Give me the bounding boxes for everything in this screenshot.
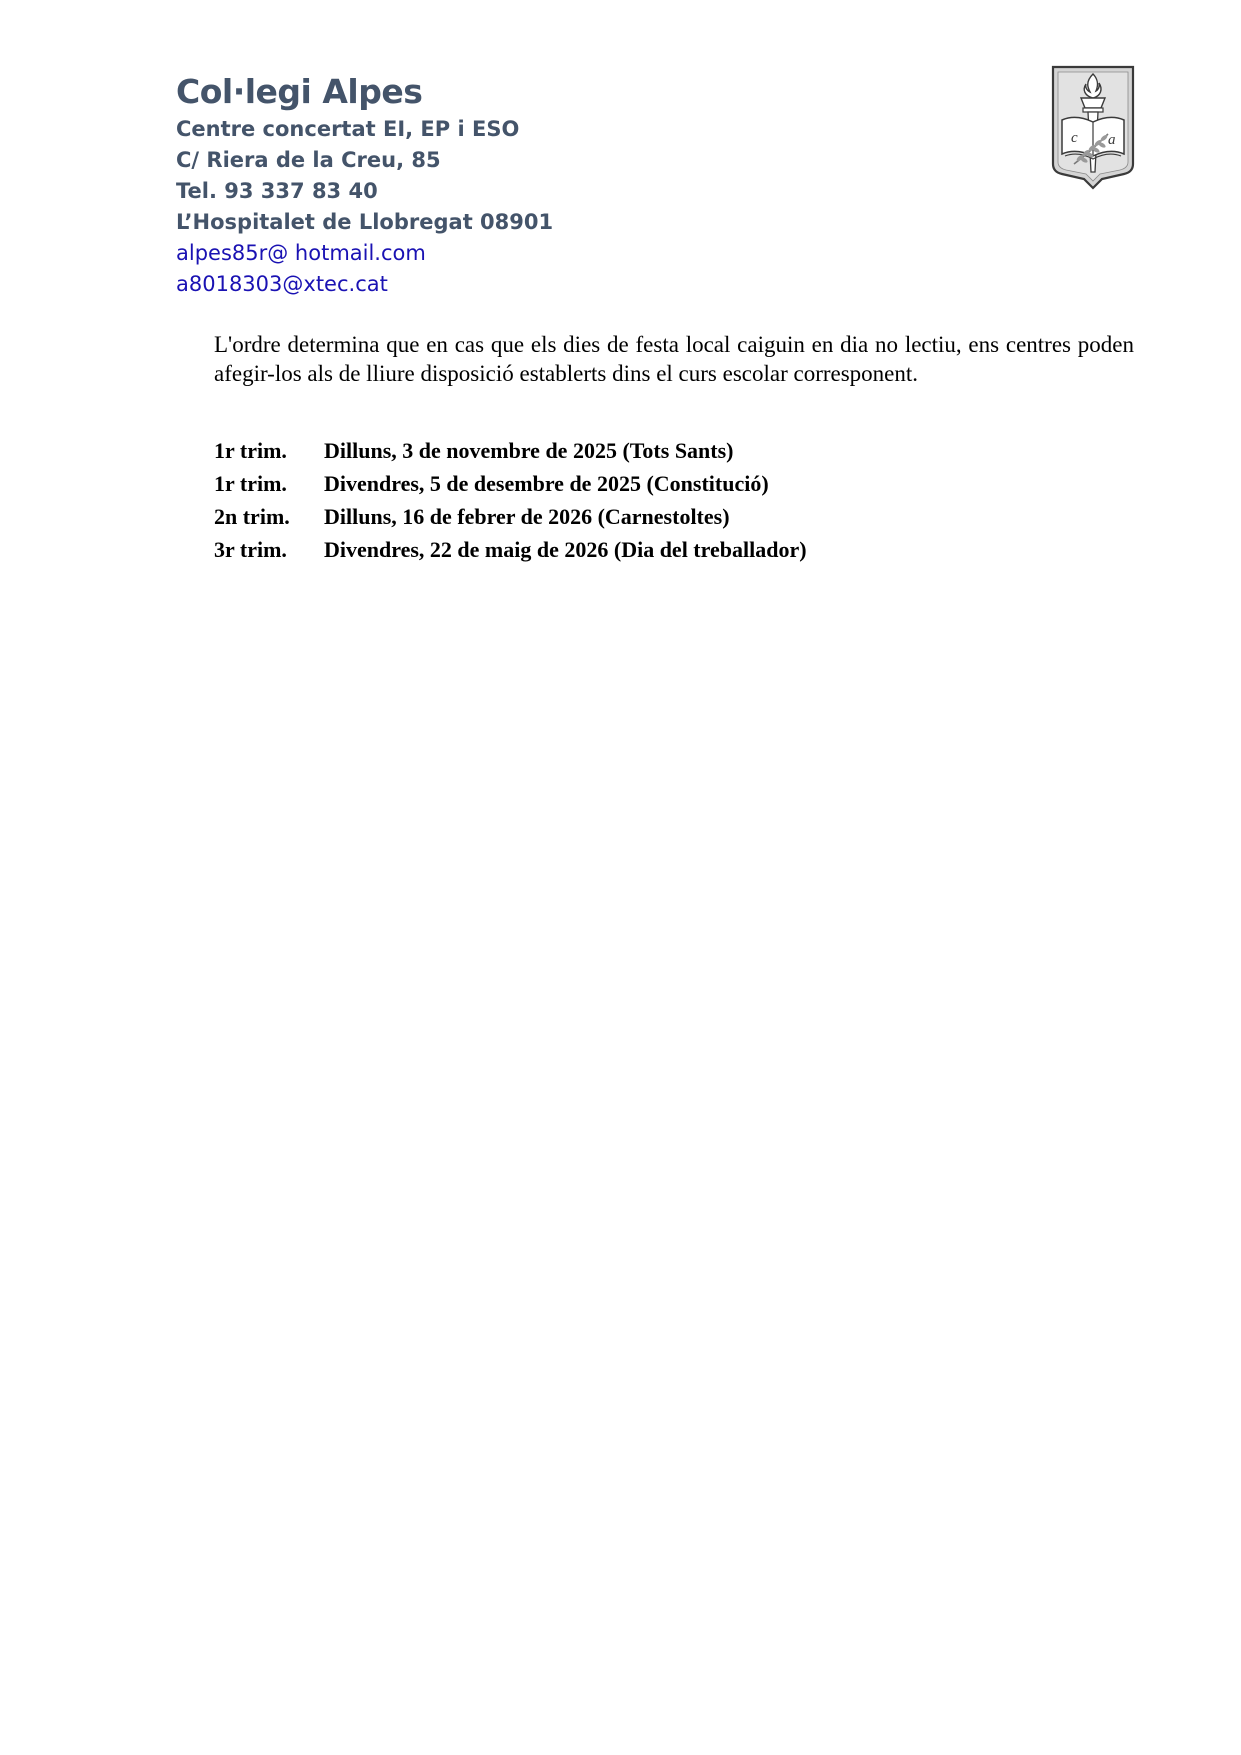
holiday-term: 3r trim. xyxy=(214,536,287,562)
school-subtitle: Centre concertat EI, EP i ESO xyxy=(176,117,520,141)
school-city: L’Hospitalet de Llobregat 08901 xyxy=(176,210,554,234)
school-crest-torch-book-icon xyxy=(1050,64,1136,190)
holiday-row xyxy=(214,533,1114,566)
school-address: C/ Riera de la Creu, 85 xyxy=(176,148,441,172)
holiday-date: Divendres, 5 de desembre de 2025 (Constitució) xyxy=(324,470,769,496)
email-link-hotmail[interactable]: alpes85r@ hotmail.com xyxy=(176,241,426,265)
school-name: Col·legi Alpes xyxy=(176,72,423,111)
crest-letter-left: c xyxy=(1071,130,1078,146)
letterhead xyxy=(176,72,776,300)
crest-letter-right: a xyxy=(1108,132,1116,148)
holiday-term: 2n trim. xyxy=(214,503,290,529)
holiday-row xyxy=(214,500,1114,533)
holiday-list xyxy=(214,434,1114,566)
holiday-row xyxy=(214,434,1114,467)
email-link-xtec[interactable]: a8018303@xtec.cat xyxy=(176,272,388,296)
holiday-date: Dilluns, 3 de novembre de 2025 (Tots Sants) xyxy=(324,437,734,463)
holiday-term: 1r trim. xyxy=(214,470,287,496)
holiday-term: 1r trim. xyxy=(214,437,287,463)
body-paragraph: L'ordre determina que en cas que els dies de festa local caiguin en dia no lectiu, ens centres poden afegir-los als de lliure disposició establerts dins el curs escolar corresponent. xyxy=(214,332,1134,386)
holiday-date: Divendres, 22 de maig de 2026 (Dia del treballador) xyxy=(324,536,807,562)
holiday-row xyxy=(214,467,1114,500)
school-phone: Tel. 93 337 83 40 xyxy=(176,179,378,203)
holiday-date: Dilluns, 16 de febrer de 2026 (Carnestoltes) xyxy=(324,503,730,529)
